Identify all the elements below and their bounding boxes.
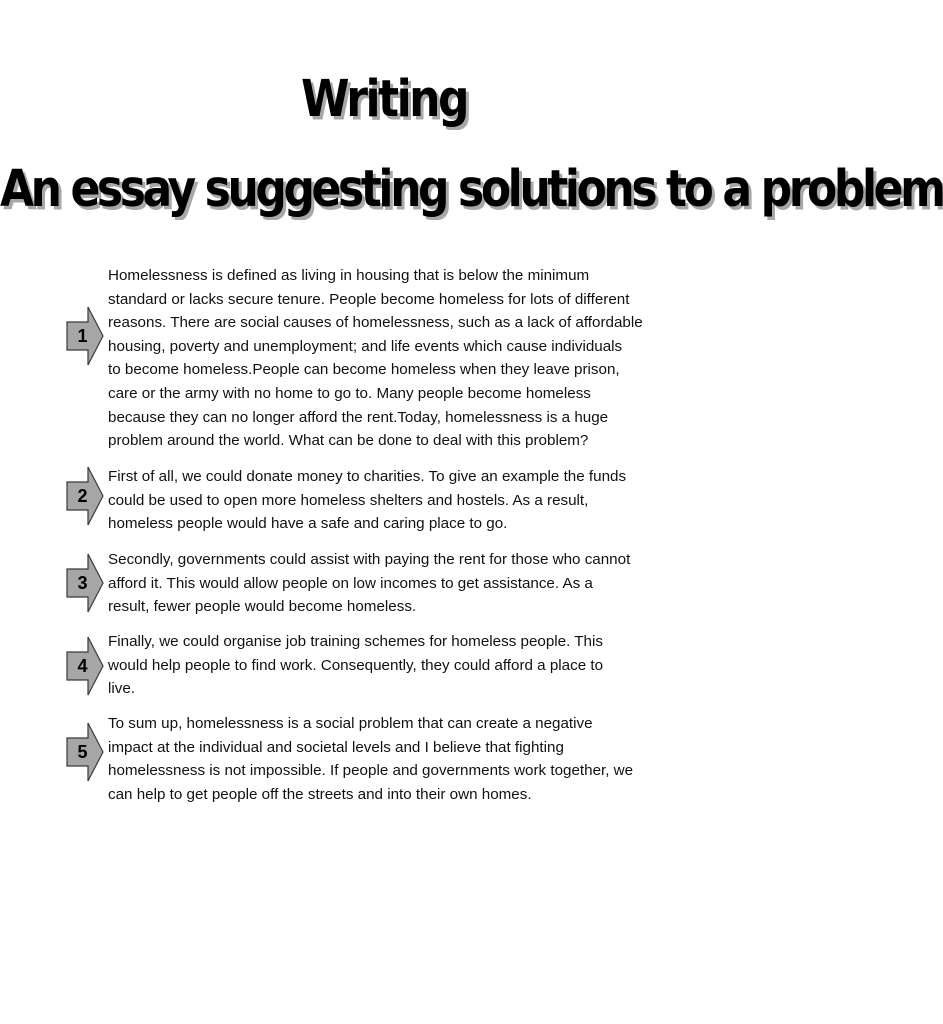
title-essay-subject: An essay suggesting solutions to a problem — [0, 160, 943, 219]
section-3-number: 3 — [77, 573, 88, 593]
section-1-number: 1 — [77, 326, 88, 346]
section-4-arrow — [66, 636, 104, 696]
section-5-arrow — [66, 722, 104, 782]
section-3-arrow — [66, 553, 104, 613]
section-2-text: First of all, we could donate money to charities. To give an example the funds could be used to open more homeless shelters and hostels. As a result, homeless people would have a safe and caring place to go. — [108, 468, 627, 533]
section-5-text: To sum up, homelessness is a social problem that can create a negative impact at the individual and societal levels and I believe that fighting homelessness is not impossible. If people and governments work together, we can help to get people off the streets and into their own homes. — [108, 715, 634, 803]
section-3-text: Secondly, governments could assist with paying the rent for those who cannot afford it. This would allow people on low incomes to get assistance. As a result, fewer people would become homeless. — [108, 551, 631, 616]
section-4-number: 4 — [77, 656, 88, 676]
section-1-arrow — [66, 306, 104, 366]
section-5-number: 5 — [77, 742, 88, 762]
title-writing: Writing — [301, 70, 467, 129]
section-2-arrow — [66, 466, 104, 526]
section-4-text: Finally, we could organise job training schemes for homeless people. This would help people to find work. Consequently, they could afford a place to live. — [108, 633, 604, 698]
section-1-text: Homelessness is defined as living in housing that is below the minimum standard or lacks secure tenure. People become homeless for lots of different reasons. There are social causes of homelessness, such as a lack of affordable housing, poverty and unemployment; and life events which cause individuals to become homeless.People can become homeless when they leave prison, care or the army with no home to go to. Many people become homeless because they can no longer afford the rent.Today, homelessness is a huge problem around the world. What can be done to deal with this problem? — [108, 267, 643, 450]
section-2-number: 2 — [77, 486, 88, 506]
